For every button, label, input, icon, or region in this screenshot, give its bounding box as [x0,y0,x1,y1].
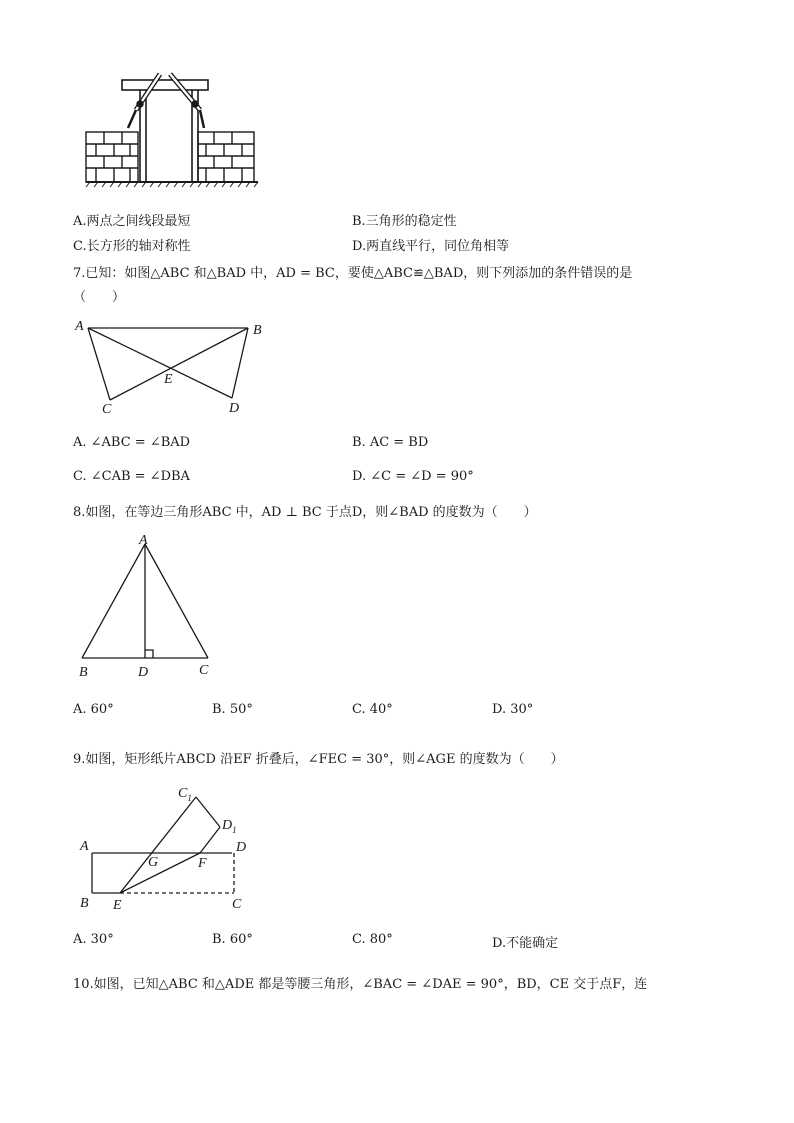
q7-option-b: B. AC = BD [352,435,429,450]
q8-option-b: B. 50° [212,702,253,717]
q7-answer-paren: （ ） [73,290,126,305]
q7-stem: 7.已知：如图△ABC 和△BAD 中，AD = BC，要使△ABC≌△BAD，则下列添加的条件错误的是 [73,266,633,281]
q7-label-a: A [75,319,84,334]
q9-option-b: B. 60° [212,932,253,947]
q8-option-d: D. 30° [492,702,534,717]
q9-label-a: A [80,839,89,854]
q7-label-b: B [253,323,262,338]
q8-label-d: D [138,665,149,680]
q10-stem: 10.如图，已知△ABC 和△ADE 都是等腰三角形，∠BAC = ∠DAE = 90°，BD，CE 交于点F，连 [73,977,648,992]
q8-option-a: A. 60° [73,702,114,717]
q7-option-a: A. ∠ABC = ∠BAD [73,435,191,450]
q8-option-c: C. 40° [352,702,393,717]
q9-label-c: C [232,897,242,912]
q9-label-b: B [80,896,89,911]
door-brace-figure [0,0,794,200]
q9-folded-rectangle-figure [0,775,794,915]
q9-label-e: E [113,898,122,913]
q6-option-c: C.长方形的轴对称性 [73,239,191,254]
q6-option-d: D.两直线平行，同位角相等 [352,239,510,254]
q9-label-c1: $C_1$ [178,786,192,803]
q9-label-d: D [236,840,247,855]
q9-label-d1: $D_1$ [222,818,237,835]
q9-label-g: G [148,855,159,870]
q7-option-d: D. ∠C = ∠D = 90° [352,469,474,484]
q7-option-c: C. ∠CAB = ∠DBA [73,469,190,484]
q9-label-f: F [198,856,207,871]
q9-option-c: C. 80° [352,932,393,947]
q8-stem: 8.如图，在等边三角形ABC 中，AD ⊥ BC 于点D，则∠BAD 的度数为（ ） [73,505,537,520]
q8-label-c: C [199,663,209,678]
q9-stem: 9.如图，矩形纸片ABCD 沿EF 折叠后，∠FEC = 30°，则∠AGE 的度数为（ ） [73,752,564,767]
q7-label-e: E [164,372,173,387]
q9-option-a: A. 30° [73,932,114,947]
q6-option-a: A.两点之间线段最短 [73,214,191,229]
q9-option-d: D.不能确定 [492,936,559,951]
q8-label-b: B [79,665,88,680]
q7-label-c: C [102,402,112,417]
q8-label-a: A [139,533,148,548]
q7-crossed-triangles-figure [0,310,794,430]
q6-option-b: B.三角形的稳定性 [352,214,457,229]
q8-equilateral-triangle-figure [0,530,794,690]
q7-label-d: D [229,401,240,416]
